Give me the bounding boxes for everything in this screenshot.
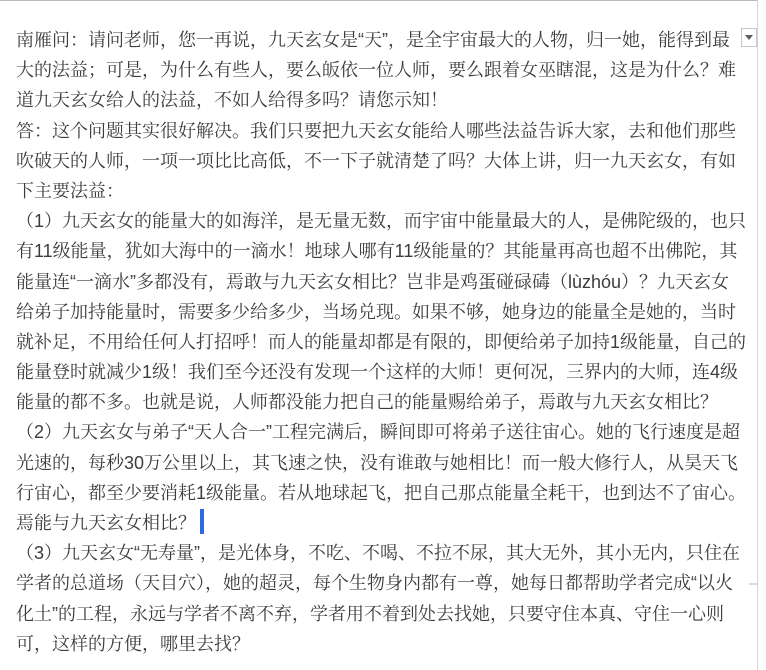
text-line[interactable]: 能量连“一滴水”多都没有，焉敢与九天玄女相比？岂非是鸡蛋碰碌碡（lùzhóu）？九天玄女 [16,271,730,292]
right-margin-area [758,0,766,670]
text-caret [200,509,204,534]
text-line[interactable]: 大的法益；可是，为什么有些人，要么皈依一位人师，要么跟着女巫瞎混，这是为什么？难 [16,60,736,81]
text-line[interactable]: 焉能与九天玄女相比？ [16,508,756,538]
document-text-area[interactable] [16,25,756,659]
text-line[interactable]: 行宙心，都至少要消耗1级能量。若从地球起飞，把自己那点能量全耗干，也到达不了宙心。 [16,482,747,503]
text-line[interactable]: 就补足，不用给任何人打招呼！而人的能量却都是有限的，即便给弟子加持1级能量，自己的 [16,331,747,352]
text-line[interactable]: 南雁问：请问老师，您一再说，九天玄女是“天”，是全宇宙最大的人物，归一她，能得到最 [16,30,730,50]
text-line[interactable]: 答：这个问题其实很好解决。我们只要把九天玄女能给人哪些法益告诉大家，去和他们那些 [16,120,736,141]
text-line[interactable]: 有11级能量，犹如大海中的一滴水！地球人哪有11级能量的？其能量再高也超不出佛陀，其 [16,241,738,262]
text-line[interactable]: 可，这样的方便，哪里去找？ [16,633,250,654]
text-line[interactable]: 下主要法益： [16,180,124,201]
text-line[interactable]: （2）九天玄女与弟子“天人合一”工程完满后，瞬间即可将弟子送往宙心。她的飞行速度是超 [16,422,740,443]
text-line[interactable]: （3）九天玄女“无寿量”，是光体身，不吃、不喝、不拉不尿，其大无外，其小无内，只住在 [16,543,740,564]
text-line[interactable]: 给弟子加持能量时，需要多少给多少，当场兑现。如果不够，她身边的能量全是她的，当时 [16,301,736,322]
text-line[interactable]: 化土”的工程，永远与学者不离不弃，学者用不着到处去找她，只要守住本真、守住一心则 [16,603,724,624]
text-line[interactable]: 道九天玄女给人的法益，不如人给得多吗？请您示知！ [16,90,448,111]
text-line[interactable]: 能量的都不多。也就是说，人师都没能力把自己的能量赐给弟子，焉敢与九天玄女相比？ [16,392,718,413]
text-line[interactable]: 能量登时就减少1级！我们至今还没有发现一个这样的大师！更何况，三界内的大师，连4级 [16,362,739,383]
page-right-border [757,0,758,670]
text-line[interactable]: 吹破天的人师，一项一项比比高低，不一下子就清楚了吗？大体上讲，归一九天玄女，有如 [16,150,736,171]
text-line[interactable]: 学者的总道场（天目穴），她的超灵，每个生物身内都有一尊，她每日都帮助学者完成“以火 [16,573,733,594]
text-line[interactable]: 光速的，每秒30万公里以上，其飞速之快，没有谁敢与她相比！而一般大修行人，从昊天飞 [16,452,739,473]
page-top-border [0,0,758,1]
text-line[interactable]: （1）九天玄女的能量大的如海洋，是无量无数，而宇宙中能量最大的人，是佛陀级的，也只 [16,211,747,232]
